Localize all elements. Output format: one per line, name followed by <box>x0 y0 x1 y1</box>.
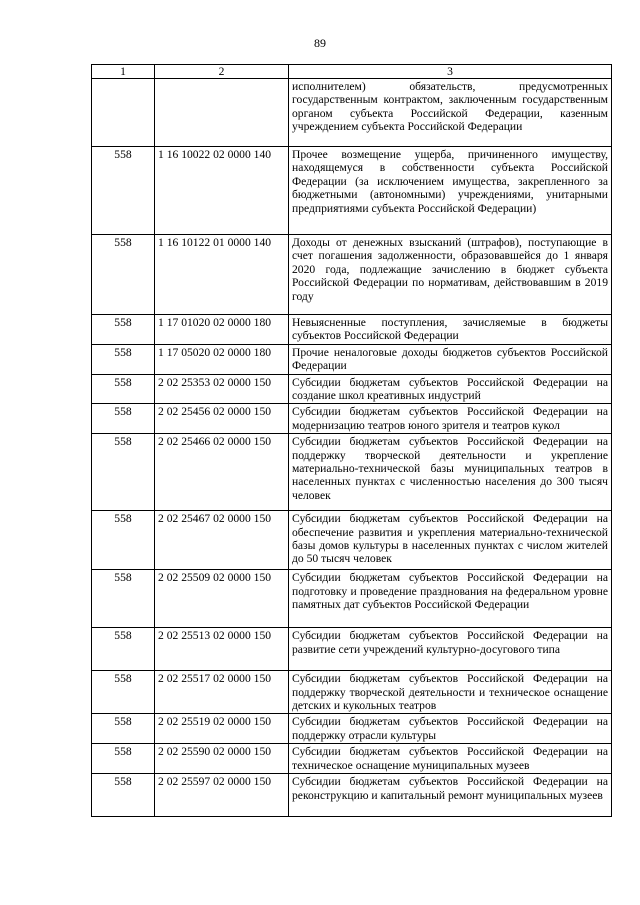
budget-code-cell: 2 02 25509 02 0000 150 <box>155 570 289 628</box>
table-body <box>92 79 612 817</box>
table-row <box>92 404 612 434</box>
budget-code-cell: 2 02 25353 02 0000 150 <box>155 374 289 404</box>
table-row <box>92 434 612 511</box>
budget-code-cell: 1 16 10122 01 0000 140 <box>155 235 289 315</box>
description-cell: Субсидии бюджетам субъектов Российской Федерации на реконструкцию и капитальный ремонт муниципальных музеев <box>289 774 612 817</box>
column-header-1: 1 <box>92 65 155 79</box>
admin-code-cell: 558 <box>92 315 155 345</box>
description-cell: Субсидии бюджетам субъектов Российской Федерации на развитие сети учреждений культурно-досугового типа <box>289 628 612 671</box>
column-header-3: 3 <box>289 65 612 79</box>
admin-code-cell <box>92 79 155 147</box>
description-cell: Субсидии бюджетам субъектов Российской Федерации на поддержку творческой деятельности и техническое оснащение детских и кукольных театров <box>289 671 612 714</box>
budget-code-cell: 1 16 10022 02 0000 140 <box>155 147 289 235</box>
description-cell: Субсидии бюджетам субъектов Российской Федерации на подготовку и проведение празднования на федеральном уровне памятных дат субъектов Российской Федерации <box>289 570 612 628</box>
admin-code-cell: 558 <box>92 628 155 671</box>
budget-code-cell: 2 02 25466 02 0000 150 <box>155 434 289 511</box>
budget-code-cell <box>155 79 289 147</box>
table-row <box>92 628 612 671</box>
description-cell: Субсидии бюджетам субъектов Российской Федерации на поддержку творческой деятельности и укрепление материально-технической базы муниципальных театров в населенных пунктах с численностью населения до 300 тысяч человек <box>289 434 612 511</box>
admin-code-cell: 558 <box>92 434 155 511</box>
budget-codes-table <box>91 64 612 817</box>
table-row <box>92 511 612 570</box>
description-cell: Субсидии бюджетам субъектов Российской Федерации на модернизацию театров юного зрителя и театров кукол <box>289 404 612 434</box>
admin-code-cell: 558 <box>92 511 155 570</box>
table-row <box>92 79 612 147</box>
description-cell: Доходы от денежных взысканий (штрафов), поступающие в счет погашения задолженности, образовавшейся до 1 января 2020 года, подлежащие зачислению в бюджет субъекта Российской Федерации по нормативам, действовавшим в 2019 году <box>289 235 612 315</box>
admin-code-cell: 558 <box>92 374 155 404</box>
admin-code-cell: 558 <box>92 404 155 434</box>
page-number: 89 <box>314 36 326 50</box>
budget-code-cell: 2 02 25517 02 0000 150 <box>155 671 289 714</box>
description-cell: Субсидии бюджетам субъектов Российской Федерации на техническое оснащение муниципальных музеев <box>289 744 612 774</box>
budget-code-cell: 1 17 01020 02 0000 180 <box>155 315 289 345</box>
admin-code-cell: 558 <box>92 147 155 235</box>
budget-code-cell: 2 02 25519 02 0000 150 <box>155 714 289 744</box>
table-row <box>92 147 612 235</box>
budget-code-cell: 2 02 25597 02 0000 150 <box>155 774 289 817</box>
description-cell: Прочие неналоговые доходы бюджетов субъектов Российской Федерации <box>289 344 612 374</box>
table-row <box>92 235 612 315</box>
budget-code-cell: 2 02 25456 02 0000 150 <box>155 404 289 434</box>
admin-code-cell: 558 <box>92 744 155 774</box>
admin-code-cell: 558 <box>92 344 155 374</box>
table-row <box>92 774 612 817</box>
admin-code-cell: 558 <box>92 714 155 744</box>
admin-code-cell: 558 <box>92 235 155 315</box>
budget-code-cell: 2 02 25513 02 0000 150 <box>155 628 289 671</box>
admin-code-cell: 558 <box>92 570 155 628</box>
table-row <box>92 374 612 404</box>
budget-code-cell: 2 02 25467 02 0000 150 <box>155 511 289 570</box>
description-cell: исполнителем) обязательств, предусмотренных государственным контрактом, заключенным государственным органом субъекта Российской Федерации, казенным учреждением субъекта Российской Федерации <box>289 79 612 147</box>
table-row <box>92 714 612 744</box>
budget-code-cell: 1 17 05020 02 0000 180 <box>155 344 289 374</box>
description-cell: Субсидии бюджетам субъектов Российской Федерации на обеспечение развития и укрепления материально-технической базы домов культуры в населенных пунктах с числом жителей до 50 тысяч человек <box>289 511 612 570</box>
description-cell: Невыясненные поступления, зачисляемые в бюджеты субъектов Российской Федерации <box>289 315 612 345</box>
table-row <box>92 744 612 774</box>
table-row <box>92 344 612 374</box>
table-row <box>92 570 612 628</box>
column-header-2: 2 <box>155 65 289 79</box>
table-row <box>92 315 612 345</box>
admin-code-cell: 558 <box>92 671 155 714</box>
admin-code-cell: 558 <box>92 774 155 817</box>
description-cell: Прочее возмещение ущерба, причиненного имуществу, находящемуся в собственности субъекта Российской Федерации (за исключением имущества, закрепленного за бюджетными (автономными) учреждениями, унитарными предприятиями субъекта Российской Федерации) <box>289 147 612 235</box>
table-header-row <box>92 65 612 79</box>
table-row <box>92 671 612 714</box>
description-cell: Субсидии бюджетам субъектов Российской Федерации на поддержку отрасли культуры <box>289 714 612 744</box>
description-cell: Субсидии бюджетам субъектов Российской Федерации на создание школ креативных индустрий <box>289 374 612 404</box>
budget-code-cell: 2 02 25590 02 0000 150 <box>155 744 289 774</box>
